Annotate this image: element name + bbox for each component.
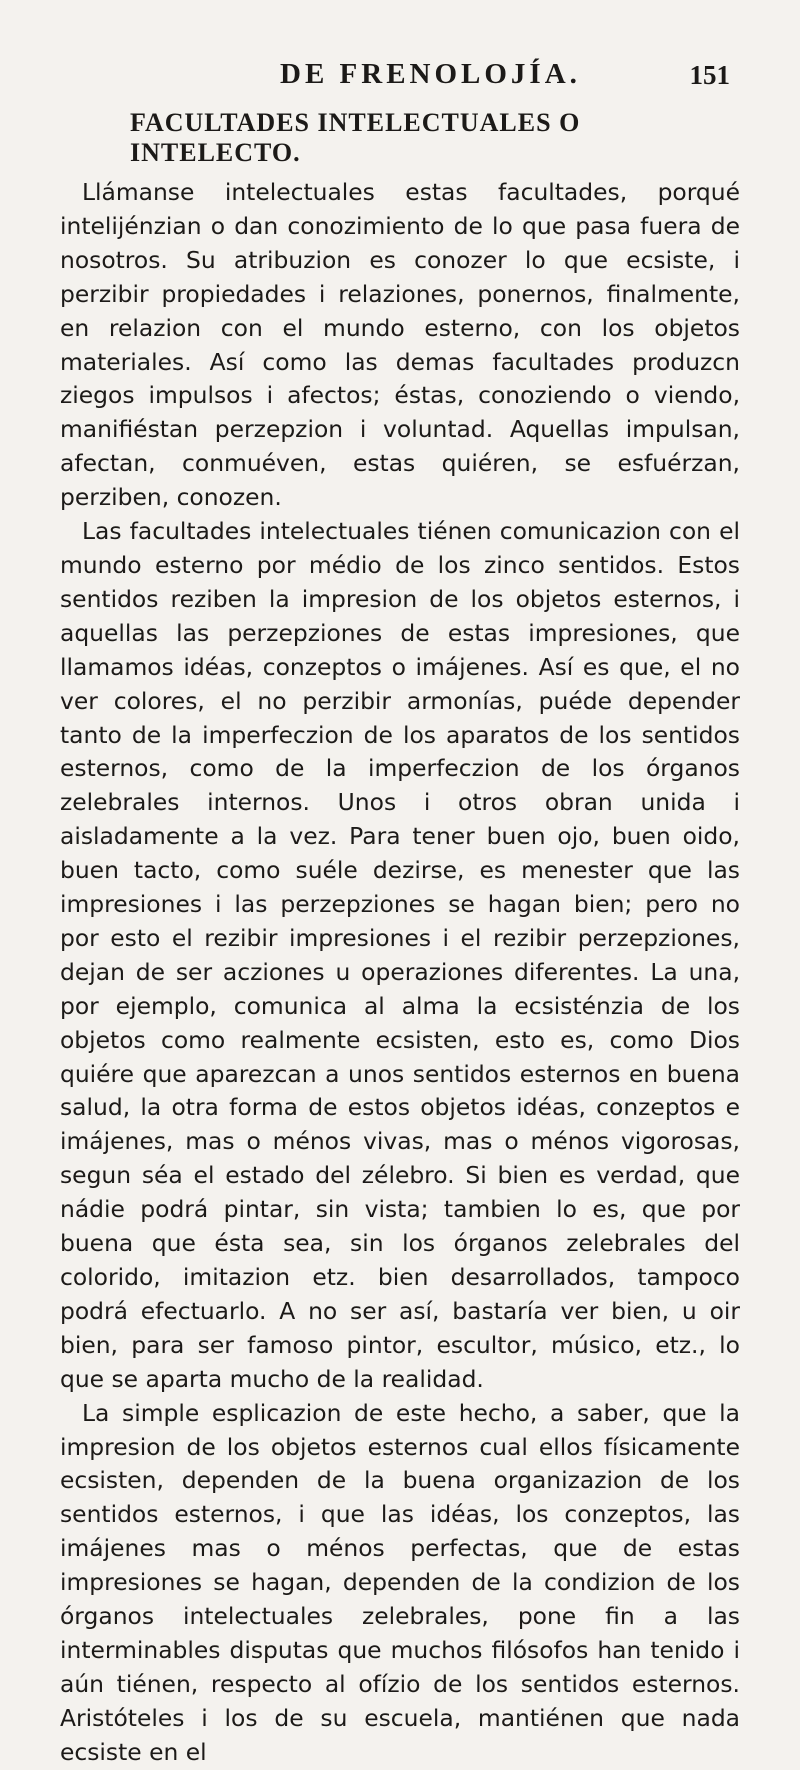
- body-text: [60, 176, 740, 1770]
- section-title: FACULTADES INTELECTUALES O INTELECTO.: [130, 108, 581, 167]
- paragraph-1: Llámanse intelectuales estas facultades, porqué intelijénzian o dan conozimiento de lo que pasa fuera de nosotros. Su atribuzion es conozer lo que ecsiste, i perzibir propiedades i relaziones, ponernos, finalmente, en relazion con el mundo esterno, con los objetos materiales. Así como las demas facultades produzcn ziegos impulsos i afectos; éstas, conoziendo o viendo, manifiéstan perzepzion i voluntad. Aquellas impulsan, afectan, conmuéven, estas quiéren, se esfuérzan, perziben, conozen.: [60, 178, 740, 512]
- paragraph-3: La simple esplicazion de este hecho, a saber, que la impresion de los objetos esternos cual ellos físicamente ecsisten, dependen de la buena organizazion de los sentidos esternos, i que las idéas, los conzeptos, las imájenes mas o ménos perfectas, que de estas impresiones se hagan, dependen de la condizion de los órganos intelectuales zelebrales, pone fin a las interminables disputas que muchos filósofos han tenido i aún tiénen, respecto al ofízio de los sentidos esternos. Aristóteles i los de su escuela, mantiénen que nada ecsiste en el: [60, 1398, 740, 1766]
- page-number: 151: [689, 60, 730, 90]
- running-title: DE FRENOLOJÍA.: [280, 58, 581, 90]
- paragraph-2: Las facultades intelectuales tiénen comunicazion con el mundo esterno por médio de los zinco sentidos. Estos sentidos reziben la impresion de los objetos esternos, i aquellas las perzepziones de estas impresiones, que llamamos idéas, conzeptos o imájenes. Así es que, el no ver colores, el no perzibir armonías, puéde depender tanto de la imperfeczion de los aparatos de los sentidos esternos, como de la imperfeczion de los órganos zelebrales internos. Unos i otros obran unida i aisladamente a la vez. Para tener buen ojo, buen oido, buen tacto, como suéle dezirse, es menester que las impresiones i las perzepziones se hagan bien; pero no por esto el rezibir impresiones i el rezibir perzepziones, dejan de ser acziones u operaziones diferentes. La una, por ejemplo, comunica al alma la ecsisténzia de los objetos como realmente ecsisten, esto es, como Dios quiére que aparezcan a unos sentidos esternos en buena salud, la otra forma de estos objetos idéas, conzeptos e imájenes, mas o ménos vivas, mas o ménos vigorosas, segun séa el estado del zélebro. Si bien es verdad, que nádie podrá pintar, sin vista; tambien lo es, que por buena que ésta sea, sin los órganos zelebrales del colorido, imitazion etz. bien desarrollados, tampoco podrá efectuarlo. A no ser así, bastaría ver bien, u oir bien, para ser famoso pintor, escultor, músico, etz., lo que se aparta mucho de la realidad.: [60, 517, 740, 1393]
- running-head: [60, 54, 740, 98]
